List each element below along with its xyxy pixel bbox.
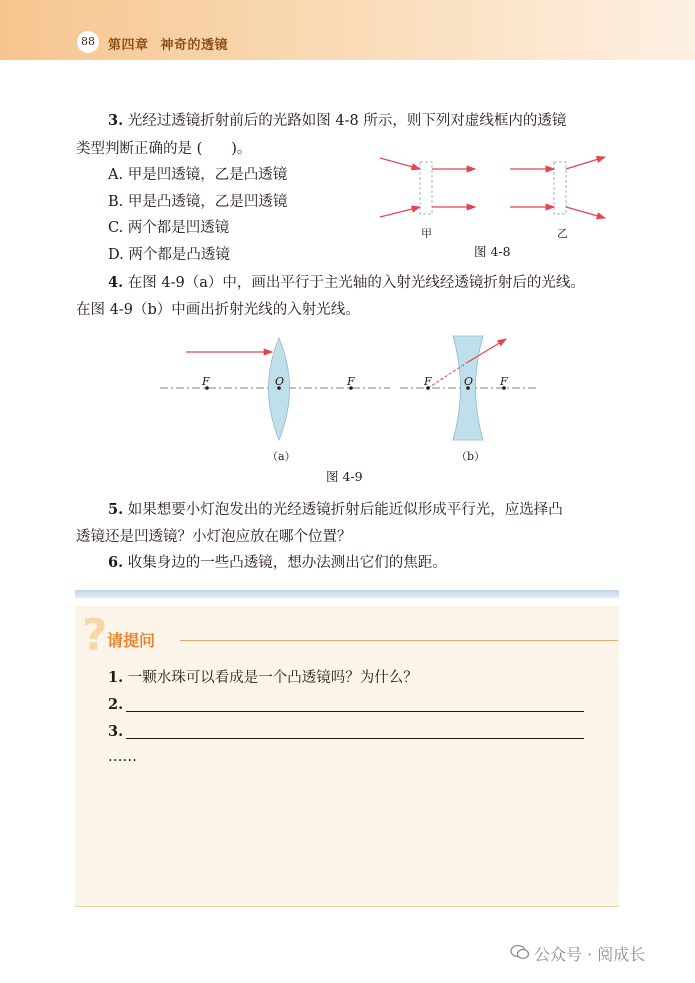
ask-ellipsis: …… [108, 749, 137, 765]
q3-option-d: D. 两个都是凸透镜 [108, 247, 230, 263]
fig49-caption: 图 4-9 [326, 469, 363, 484]
label-F-b-right: F [500, 375, 508, 388]
ask-item-2 [108, 695, 123, 715]
label-O-b: O [464, 375, 474, 388]
q4-number: 4. [108, 274, 124, 291]
ask-item-1 [108, 668, 418, 688]
ask-item-2-blank-line[interactable] [126, 711, 584, 712]
q3-line1 [108, 111, 566, 131]
label-F-a-right: F [347, 375, 355, 388]
q6-number: 6. [108, 554, 124, 571]
fig48-caption: 图 4-8 [474, 244, 511, 259]
ask-section [75, 606, 619, 907]
q3-option-a: A. 甲是凹透镜，乙是凸透镜 [108, 167, 288, 183]
lens-box-yi [554, 162, 566, 214]
label-F-a-left: F [202, 375, 210, 388]
lens-box-jia [420, 162, 432, 214]
page-number: 88 [77, 31, 99, 53]
q3-number: 3. [108, 112, 124, 129]
fig48-label-jia: 甲 [421, 227, 432, 240]
ask-item-1-text: 一颗水珠可以看成是一个凸透镜吗？为什么？ [127, 670, 418, 686]
ask-item-3-number: 3. [108, 723, 124, 740]
ray-jia-in-bottom [380, 207, 420, 217]
q6-line [108, 553, 447, 573]
section-divider-bar [75, 590, 619, 598]
q5-line1 [108, 500, 563, 520]
q3-option-b: B. 甲是凸透镜，乙是凹透镜 [108, 194, 288, 210]
ray-yi-out-bottom [566, 207, 605, 218]
figure-4-9 [150, 328, 550, 448]
fig48-label-yi: 乙 [557, 227, 568, 240]
ask-item-1-number: 1. [108, 669, 124, 686]
ask-title: 请提问 [107, 631, 156, 650]
q3-text: 光经过透镜折射前后的光路如图 4-8 所示，则下列对虚线框内的透镜 [127, 113, 567, 129]
page-header [0, 0, 695, 60]
ray-jia-in-top [380, 158, 420, 169]
ask-item-2-number: 2. [108, 696, 124, 713]
label-O-a: O [275, 375, 285, 388]
q4-text: 在图 4-9（a）中，画出平行于主光轴的入射光线经透镜折射后的光线。 [127, 275, 585, 291]
wechat-icon [510, 944, 530, 960]
chapter-number: 第四章 [108, 38, 149, 53]
q6-text: 收集身边的一些凸透镜，想办法测出它们的焦距。 [127, 555, 447, 571]
ask-item-3-blank-line[interactable] [126, 738, 584, 739]
q5-number: 5. [108, 501, 124, 518]
question-mark-icon: ? [82, 610, 108, 661]
q5-line2: 透镜还是凹透镜？小灯泡应放在哪个位置？ [76, 529, 352, 545]
chapter-heading [108, 34, 240, 53]
q4-line2: 在图 4-9（b）中画出折射光线的入射光线。 [76, 302, 360, 318]
ask-item-3 [108, 722, 123, 742]
ask-title-rule [180, 640, 618, 641]
q3-option-c: C. 两个都是凹透镜 [108, 220, 230, 236]
chapter-title: 神奇的透镜 [160, 38, 229, 53]
fig49-label-b: （b） [456, 450, 486, 463]
q3-line2: 类型判断正确的是 ( )。 [76, 141, 252, 157]
q4-line1 [108, 273, 585, 293]
watermark-text: 公众号 · 阅成长 [534, 945, 646, 964]
figure-4-8 [375, 152, 615, 242]
fig49-label-a: （a） [267, 450, 296, 463]
ray-yi-out-top [566, 157, 605, 169]
label-F-b-left: F [424, 375, 432, 388]
q5-text: 如果想要小灯泡发出的光经透镜折射后能近似形成平行光，应选择凸 [127, 502, 563, 518]
